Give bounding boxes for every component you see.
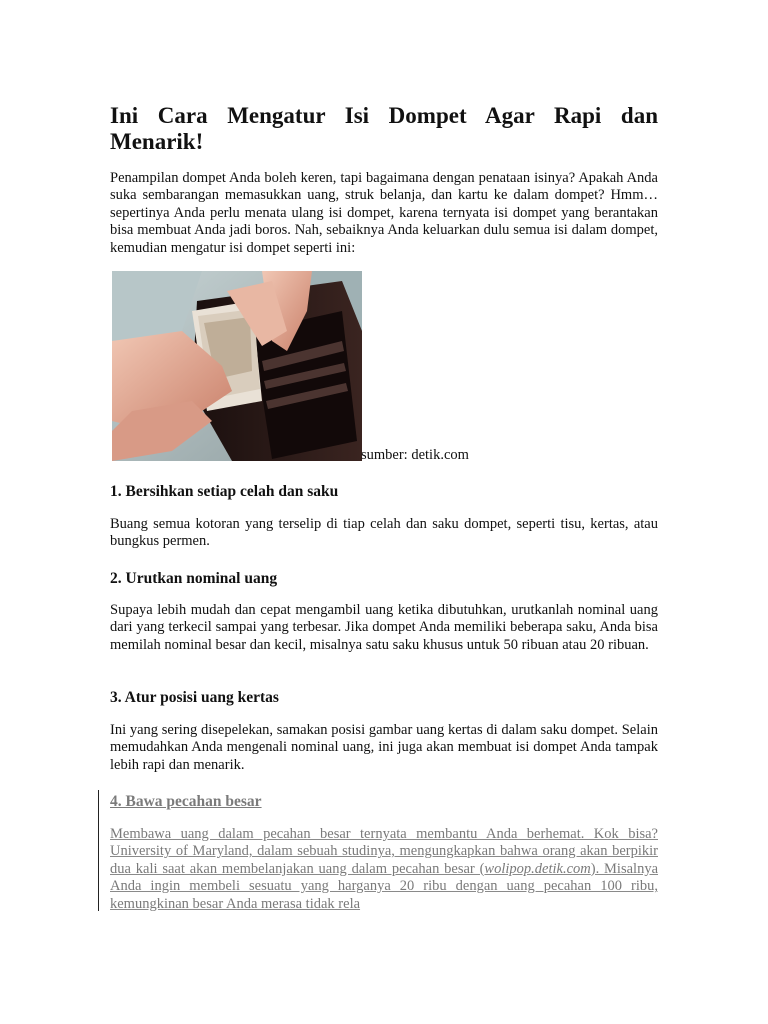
intro-paragraph: Penampilan dompet Anda boleh keren, tapi bagaimana dengan penataan isinya? Apakah Anda suka sembarangan memasukkan uang, struk belanja, dan kartu ke dalam dompet? Hmm… sepertinya Anda perlu menata ulang isi dompet, karena ternyata isi dompet yang berantakan bisa membuat Anda jadi boros. Nah, sebaiknya Anda keluarkan dulu semua isi dalam dompet, kemudian mengatur isi dompet seperti ini: [110, 170, 658, 256]
wallet-photo-illustration [112, 271, 362, 461]
wallet-photo [112, 271, 362, 461]
section-2-body: Supaya lebih mudah dan cepat mengambil uang ketika dibutuhkan, urutkanlah nominal uang dari yang terkecil sampai yang terbesar. Jika dompet Anda memiliki beberapa saku, Anda bisa memilah nominal besar dan kecil, misalnya satu saku khusus untuk 50 ribuan atau 20 ribuan. [110, 602, 658, 653]
section-3-body: Ini yang sering disepelekan, samakan posisi gambar uang kertas di dalam saku dompet. Selain memudahkan Anda mengenali nominal uang, ini juga akan membuat isi dompet Anda tampak lebih rapi dan menarik. [110, 722, 658, 773]
image-caption: sumber: detik.com [361, 447, 469, 463]
section-4-body-text-1: Membawa uang dalam pecahan besar ternyata membantu Anda berhemat. Kok bisa? University of Maryland, dalam sebuah studinya, mengungkapkan bahwa orang akan berpikir dua kali saat akan membelanjakan uang dalam pecahan besar ( [110, 826, 658, 877]
article-title: Ini Cara Mengatur Isi Dompet Agar Rapi dan Menarik! [110, 103, 658, 154]
section-1-body: Buang semua kotoran yang terselip di tiap celah dan saku dompet, seperti tisu, kertas, atau bungkus permen. [110, 516, 658, 550]
section-4-body [110, 826, 658, 913]
section-4-heading: 4. Bawa pecahan besar [110, 793, 262, 810]
article-figure [110, 271, 658, 463]
section-4-body-text-2: ). Misalnya Anda ingin membeli sesuatu yang harganya 20 ribu dengan uang pecahan 100 ribu, kemungkinan besar Anda merasa tidak rela [110, 860, 659, 912]
section-3-heading: 3. Atur posisi uang kertas [110, 689, 279, 706]
revision-bar [98, 790, 99, 911]
section-1-heading: 1. Bersihkan setiap celah dan saku [110, 483, 339, 500]
section-2-heading: 2. Urutkan nominal uang [110, 570, 278, 587]
source-link[interactable]: wolipop.detik.com [484, 860, 591, 877]
